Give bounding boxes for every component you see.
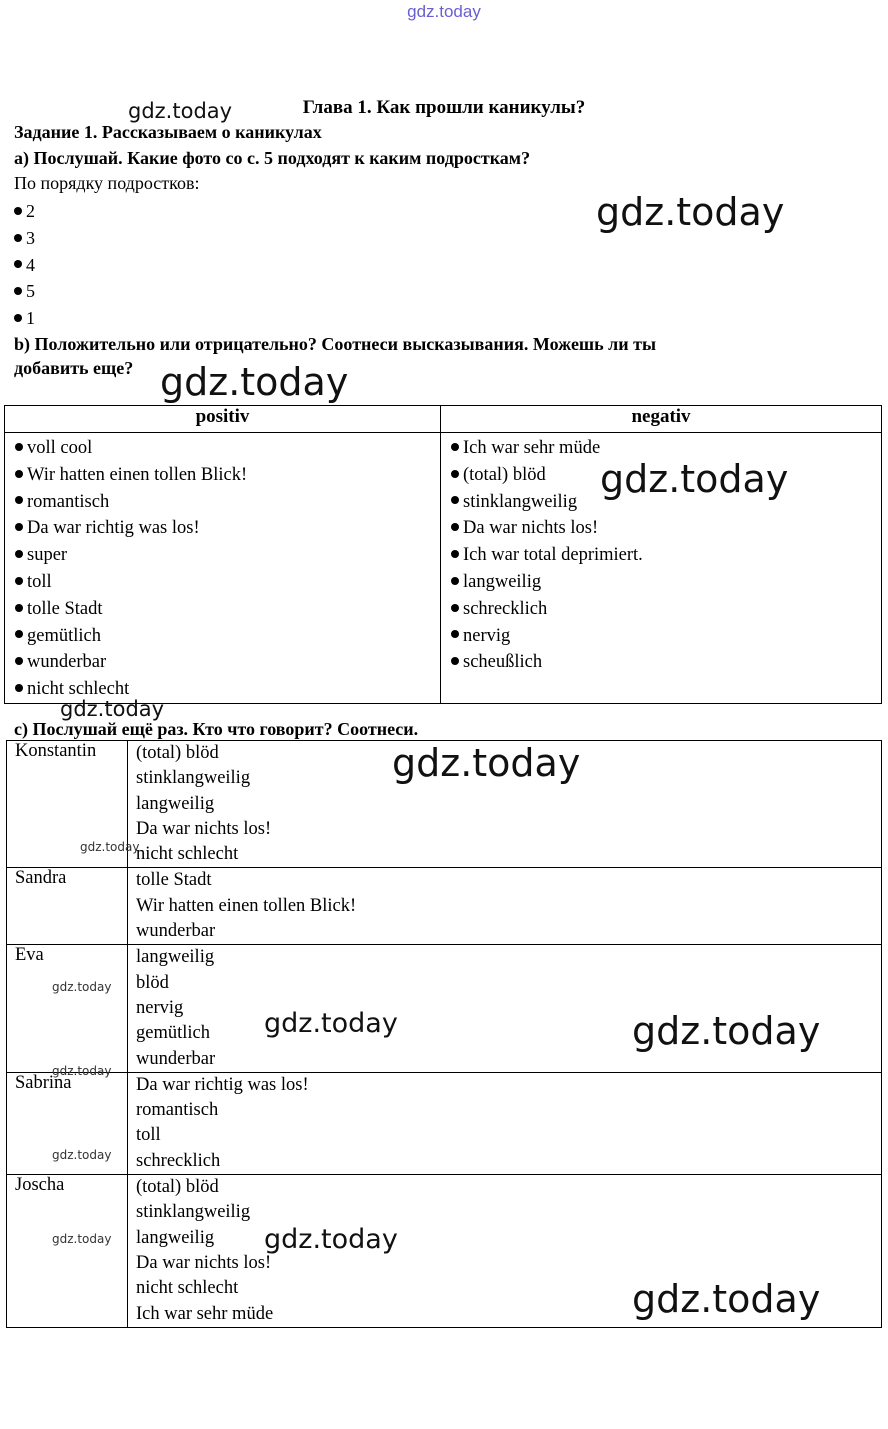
bullet-icon — [14, 260, 22, 268]
negative-item: stinklangweilig — [451, 489, 881, 516]
phrase: toll — [136, 1125, 161, 1146]
watermark: gdz.today — [596, 190, 785, 234]
bullet-icon — [451, 443, 459, 451]
negative-item: nervig — [451, 623, 881, 650]
negative-item: scheußlich — [451, 649, 881, 676]
phrase: Da war richtig was los! — [136, 1074, 309, 1095]
watermark: gdz.today — [632, 1277, 821, 1321]
phrase: Da war nichts los! — [136, 1252, 272, 1273]
bullet-icon — [451, 577, 459, 585]
phrase: wunderbar — [136, 1048, 216, 1069]
phrase: schrecklich — [136, 1150, 221, 1171]
part-a-heading: a) Послушай. Какие фото со с. 5 подходят к каким подросткам? — [14, 148, 531, 168]
phrase: (total) blöd — [136, 1177, 219, 1198]
speaker-name: Eva — [7, 945, 128, 1072]
watermark: gdz.today — [52, 1148, 112, 1162]
phrase: (total) blöd — [136, 743, 219, 763]
phrase: gemütlich — [136, 1023, 210, 1044]
list-item: 5 — [14, 278, 35, 305]
negative-item: (total) blöd — [451, 462, 881, 489]
list-item: 1 — [14, 305, 35, 332]
bullet-icon — [451, 523, 459, 531]
watermark: gdz.today — [632, 1009, 821, 1053]
positive-item: nicht schlecht — [15, 676, 440, 703]
bullet-icon — [15, 550, 23, 558]
bullet-icon — [15, 657, 23, 665]
bullet-icon — [15, 523, 23, 531]
watermark: gdz.today — [52, 1064, 112, 1078]
phrase: stinklangweilig — [136, 768, 251, 789]
watermark: gdz.today — [52, 1232, 112, 1246]
watermark: gdz.today — [392, 741, 581, 785]
phrase: langweilig — [136, 1227, 215, 1248]
positive-item: romantisch — [15, 489, 440, 516]
watermark: gdz.today — [264, 1224, 398, 1255]
watermark: gdz.today — [60, 697, 165, 721]
positive-negative-table — [4, 405, 882, 704]
col-header-negative: negativ — [441, 406, 882, 433]
bullet-icon — [15, 496, 23, 504]
positive-item: super — [15, 542, 440, 569]
col-header-positive: positiv — [5, 406, 441, 433]
phrase: langweilig — [136, 947, 215, 968]
list-item: 2 — [14, 198, 35, 225]
positive-item: gemütlich — [15, 623, 440, 650]
watermark: gdz.today — [128, 99, 233, 123]
speaker-name: Sandra — [7, 868, 128, 945]
phrase: nicht schlecht — [136, 1278, 239, 1299]
phrase: romantisch — [136, 1100, 219, 1121]
watermark: gdz.today — [80, 840, 140, 854]
phrase: nicht schlecht — [136, 844, 239, 865]
chapter-title: Глава 1. Как прошли каникулы? — [302, 97, 586, 118]
bullet-icon — [14, 314, 22, 322]
speaker-name: Sabrina — [7, 1072, 128, 1174]
site-watermark-top: gdz.today — [407, 2, 481, 21]
negative-item: Ich war total deprimiert. — [451, 542, 881, 569]
bullet-icon — [15, 443, 23, 451]
positive-item: toll — [15, 569, 440, 596]
positive-cell — [5, 433, 441, 704]
bullet-icon — [14, 287, 22, 295]
phrase: langweilig — [136, 793, 215, 814]
watermark: gdz.today — [600, 457, 789, 501]
bullet-icon — [451, 550, 459, 558]
positive-item: voll cool — [15, 435, 440, 462]
table-row — [7, 868, 882, 945]
bullet-icon — [15, 684, 23, 692]
phrase: Da war nichts los! — [136, 818, 272, 839]
part-c-heading: c) Послушай ещё раз. Кто что говорит? Соотнеси. — [14, 719, 419, 739]
bullet-icon — [15, 577, 23, 585]
watermark: gdz.today — [52, 980, 112, 994]
bullet-icon — [451, 604, 459, 612]
positive-item: Wir hatten einen tollen Blick! — [15, 462, 440, 489]
negative-item: langweilig — [451, 569, 881, 596]
table-row — [7, 1072, 882, 1174]
bullet-icon — [451, 657, 459, 665]
bullet-icon — [451, 470, 459, 478]
phrase: tolle Stadt — [136, 870, 212, 891]
phrase: Wir hatten einen tollen Blick! — [136, 895, 357, 916]
phrase: nervig — [136, 997, 184, 1018]
watermark: gdz.today — [264, 1008, 398, 1039]
bullet-icon — [451, 630, 459, 638]
positive-item: wunderbar — [15, 649, 440, 676]
part-a-intro: По порядку подростков: — [14, 173, 200, 193]
phrase: wunderbar — [136, 921, 216, 942]
part-b-heading-line2: добавить еще? — [14, 358, 134, 378]
positive-item: Da war richtig was los! — [15, 515, 440, 542]
part-b-heading-line1: b) Положительно или отрицательно? Соотнеси высказывания. Можешь ли ты — [14, 334, 657, 354]
phrase: stinklangweilig — [136, 1202, 251, 1223]
speaker-phrases — [128, 1072, 882, 1174]
negative-item: Da war nichts los! — [451, 515, 881, 542]
part-a-list — [14, 198, 35, 332]
speaker-phrases — [128, 868, 882, 945]
list-item: 3 — [14, 225, 35, 252]
bullet-icon — [14, 207, 22, 215]
bullet-icon — [14, 234, 22, 242]
negative-item: schrecklich — [451, 596, 881, 623]
speaker-name: Joscha — [7, 1175, 128, 1328]
bullet-icon — [15, 630, 23, 638]
negative-item: Ich war sehr müde — [451, 435, 881, 462]
bullet-icon — [451, 496, 459, 504]
list-item: 4 — [14, 252, 35, 279]
phrase: blöd — [136, 972, 169, 993]
phrase: Ich war sehr müde — [136, 1303, 274, 1324]
speaker-name: Konstantin — [7, 741, 128, 868]
bullet-icon — [15, 604, 23, 612]
bullet-icon — [15, 470, 23, 478]
task-heading: Задание 1. Рассказываем о каникулах — [14, 122, 322, 142]
watermark: gdz.today — [160, 360, 349, 404]
positive-item: tolle Stadt — [15, 596, 440, 623]
